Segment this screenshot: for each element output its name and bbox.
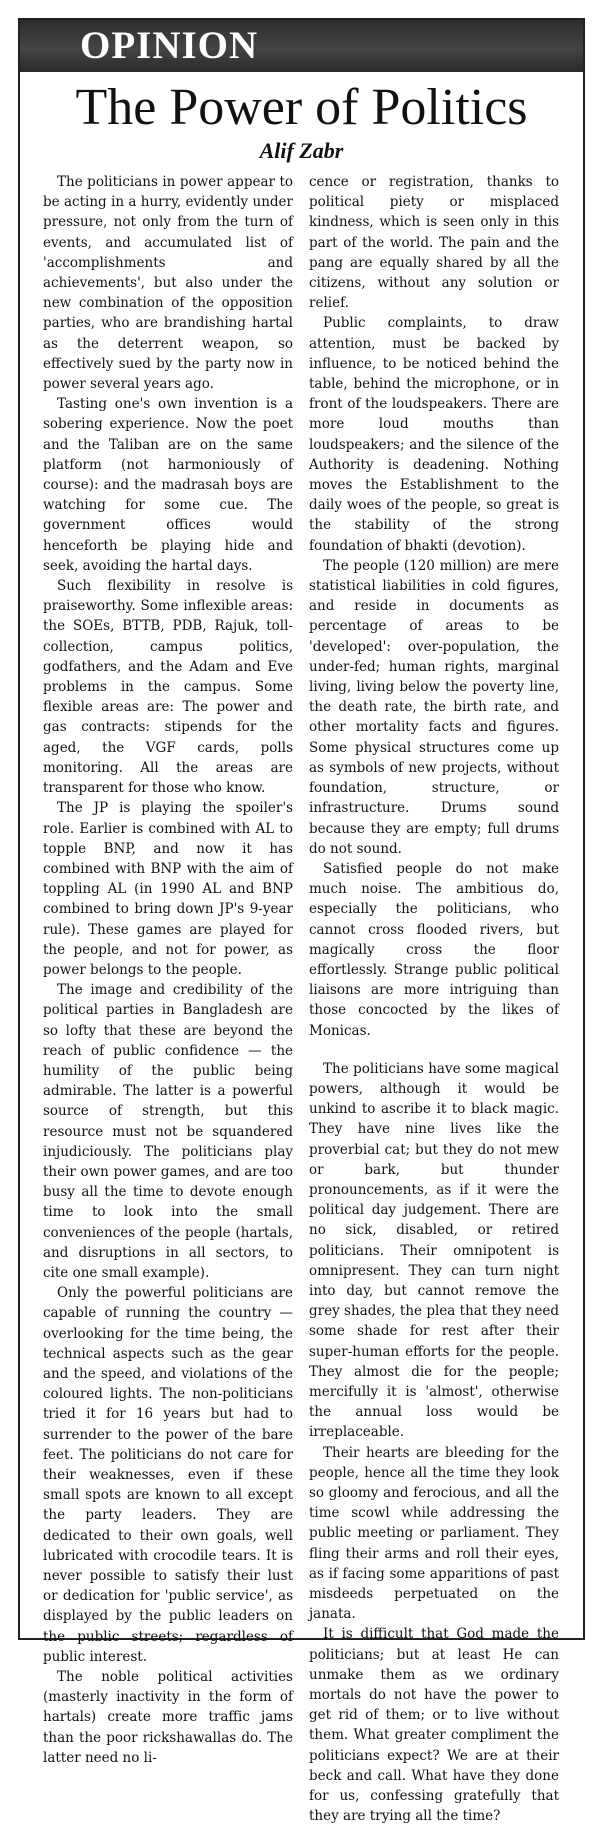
- paragraph: The politicians in power appear to be acting in a hurry, evidently under pressure, not only from the turn of events, and accumulated list of 'accomplishments and achievements', but also under the new combination of the opposition parties, who are brandishing hartal as the deterrent weapon, so effectively sued by the party now in power several years ago.: [43, 174, 293, 393]
- headline: The Power of Politics: [75, 79, 528, 136]
- paragraph: The image and credibility of the political parties in Bangladesh are so lofty that these are beyond the reach of public confidence — the humility of the public being admirable. The latter is a powerful source of strength, but this resource must not be squandered injudiciously. The politicians play their own power games, and are too busy all the time to devote enough time to look into the small conveniences of the people (hartals, and disruptions in all sectors, to cite one small example).: [43, 982, 293, 1281]
- paragraph: The people (120 million) are mere statistical liabilities in cold figures, and reside in documents as percentage of areas to be 'developed': over-population, the under-fed; human rights, marginal living, living below the poverty line, the death rate, the birth rate, and other mortality facts and figures. Some physical structures come up as symbols of new projects, without foundation, structure, or infrastructure. Drums sound because they are empty; full drums do not sound.: [309, 557, 559, 857]
- paragraph: The JP is playing the spoiler's role. Earlier is combined with AL to topple BNP, and now it has combined with BNP with the aim of toppling AL (in 1990 AL and BNP combined to bring down JP's 9-year rule). These games are played for the people, and not for power, as power belongs to the people.: [43, 800, 293, 978]
- paragraph: Their hearts are bleeding for the people, hence all the time they look so gloomy and ferocious, and all the time scowl while addressing the public meeting or parliament. They fling their arms and roll their eyes, as if facing some apparitions of past misdeeds perpetuated on the janata.: [309, 1444, 559, 1623]
- paragraph: The politicians have some magical powers, although it would be unkind to ascribe it to black magic. They have nine lives like the proverbial cat; but they do not mew or bark, but thunder pronouncements, as if it were the political day judgement. There are no sick, disabled, or retired politicians. Their omnipotent is omnipresent. They can turn night into day, but cannot remove the grey shades, the plea that they need some shade for rest after their super-human efforts for the people. They almost die for the people; mercifully it is 'almost', otherwise the annual loss would be irreplaceable.: [309, 1060, 559, 1441]
- article-frame: [18, 18, 585, 1825]
- section-banner: [20, 20, 583, 72]
- paragraph: cence or registration, thanks to political piety or misplaced kindness, which is seen only in this part of the world. The pain and the pang are equally shared by all the citizens, without any solution or relief.: [309, 174, 559, 312]
- paragraph: Satisfied people do not make much noise. The ambitious do, especially the politicians, who cannot cross flooded rivers, but magically cross the floor effortlessly. Strange public political liaisons are more intriguing than those concocted by the likes of Monicas.: [309, 860, 559, 1039]
- byline: Alif Zabr: [259, 138, 344, 163]
- column-left: [43, 172, 293, 1766]
- paragraph: The noble political activities (masterly inactivity in the form of hartals) create more traffic jams than the poor rickshawallas do. The latter need no li-: [43, 1669, 293, 1766]
- section-label: OPINION: [80, 24, 259, 67]
- article-body: [20, 172, 583, 1825]
- paragraph: Tasting one's own invention is a sobering experience. Now the poet and the Taliban are on the same platform (not harmoniously of course): and the madrasah boys are watching for some cue. The government offices would henceforth be playing hide and seek, avoiding the hartal days.: [43, 396, 293, 574]
- paragraph: Public complaints, to draw attention, must be backed by influence, to be noticed behind the table, behind the microphone, or in front of the loudspeakers. There are more loud mouths than loudspeakers; and the silence of the Authority is deadening. Nothing moves the Establishment to the daily woes of the people, so great is the stability of the strong foundation of bhakti (devotion).: [309, 315, 559, 554]
- paragraph: Only the powerful politicians are capable of running the country — overlooking for the time being, the technical aspects such as the gear and the speed, and violations of the coloured lights. The non-politicians tried it for 16 years but had to surrender to the power of the bare feet. The politicians do not care for their weaknesses, even if these small spots are known to all except the party leaders. They are dedicated to their own goals, well lubricated with crocodile tears. It is never possible to satisfy their lust or dedication for 'public service', as displayed by the public leaders on the public streets; regardless of public interest.: [43, 1285, 293, 1665]
- paragraph: Such flexibility in resolve is praiseworthy. Some inflexible areas: the SOEs, BTTB, PDB, Rajuk, toll-collection, campus politics, godfathers, and the Adam and Eve problems in the campus. Some flexible areas are: The power and gas contracts: stipends for the aged, the VGF cards, polls monitoring. All the areas are transparent for those who know.: [43, 578, 293, 797]
- paragraph: It is difficult that God made the politicians; but at least He can unmake them as we ordinary mortals do not have the power to get rid of them; or to live without them. What greater compliment the politicians expect? We are at their beck and call. What have they done for us, confessing gratefully that they are trying all the time?: [309, 1626, 559, 1825]
- column-right: [309, 172, 559, 1825]
